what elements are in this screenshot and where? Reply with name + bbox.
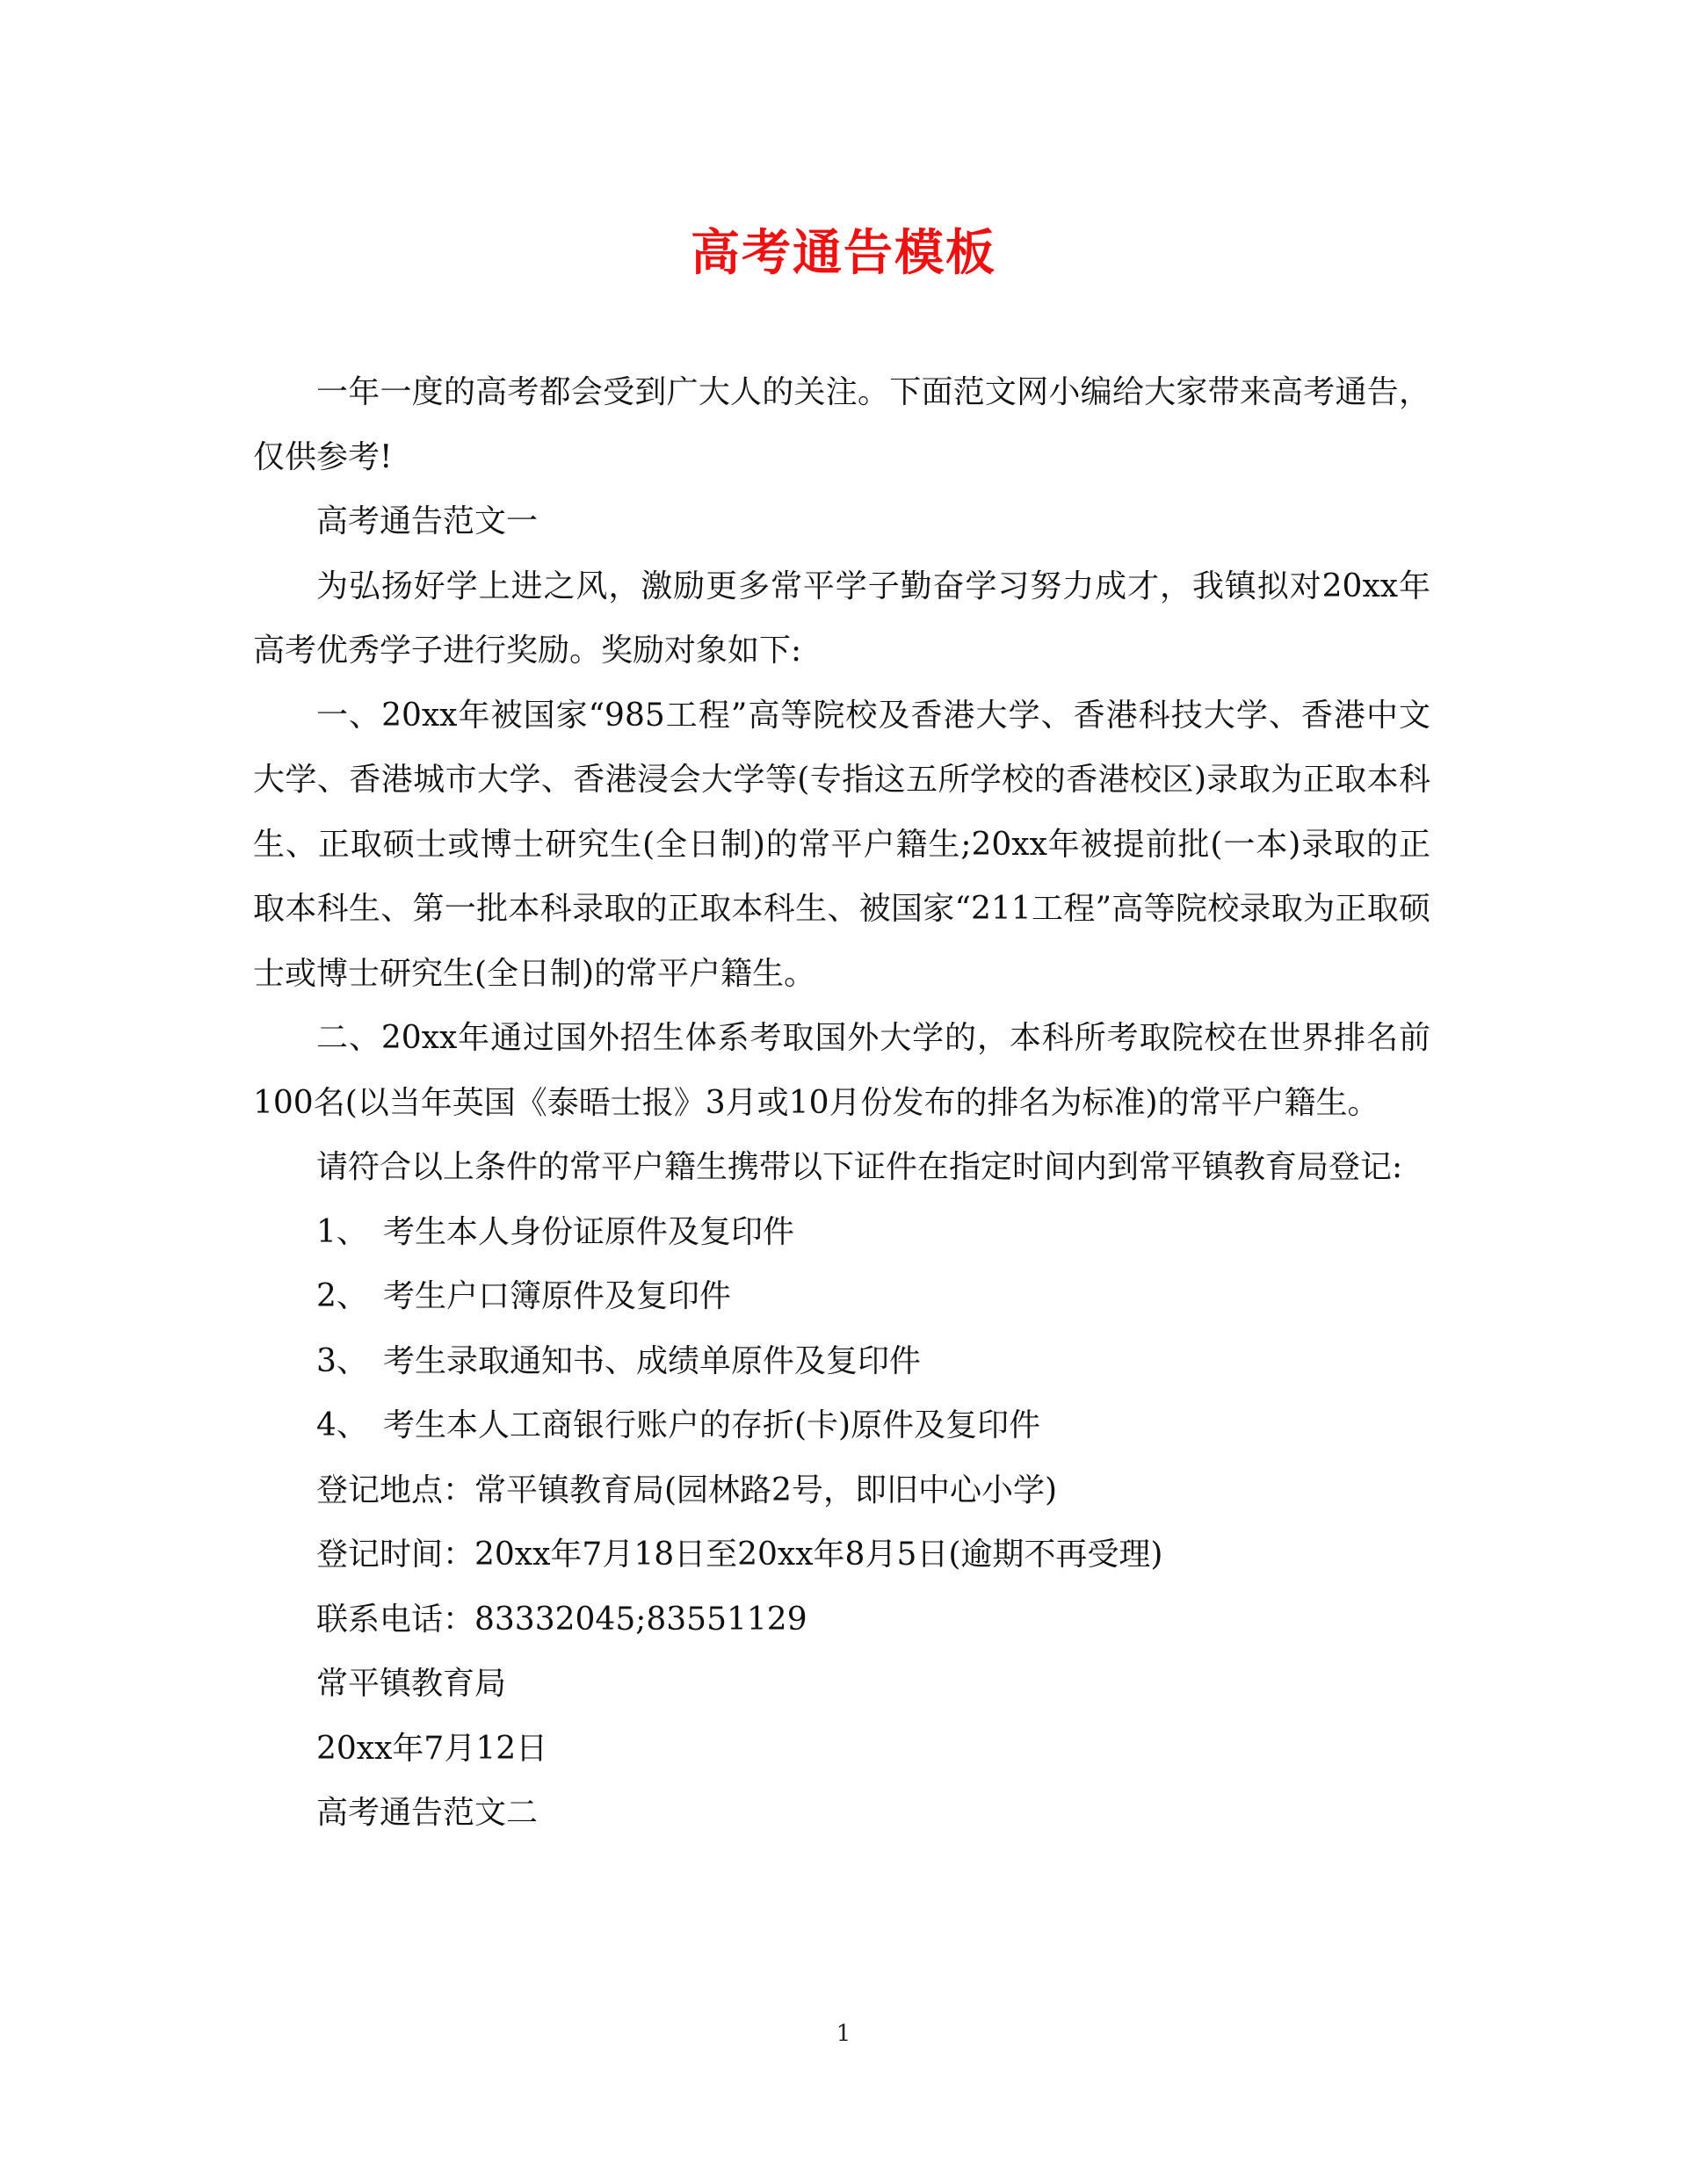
document-title: 高考通告模板 xyxy=(691,224,996,282)
contact-phone: 联系电话：83332045;83551129 xyxy=(316,1601,807,1638)
purpose-paragraph: 为弘扬好学上进之风，激励更多常平学子勤奋学习努力成才，我镇拟对20xx年高考优秀学子进行奖励。奖励对象如下: xyxy=(253,568,1430,669)
page-number: 1 xyxy=(836,2021,851,2047)
registration-location: 登记地点：常平镇教育局(园林路2号，即旧中心小学) xyxy=(316,1472,1057,1508)
list-item-number: 2、 xyxy=(316,1278,368,1314)
list-item xyxy=(253,1329,1430,1394)
issuer-name: 常平镇教育局 xyxy=(316,1666,507,1702)
list-item-number: 1、 xyxy=(316,1213,368,1250)
list-item-number: 4、 xyxy=(316,1407,368,1443)
criteria-one-paragraph: 一、20xx年被国家“985工程”高等院校及香港大学、香港科技大学、香港中文大学、香港城市大学、香港浸会大学等(专指这五所学校的香港校区)录取为正取本科生、正取硕士或博士研究生(全日制)的常平户籍生;20xx年被提前批(一本)录取的正取本科生、第一批本科录取的正取本科生、被国家“211工程”高等院校录取为正取硕士或博士研究生(全日制)的常平户籍生。 xyxy=(253,697,1430,992)
section-heading-two: 高考通告范文二 xyxy=(316,1795,539,1831)
document-body xyxy=(253,360,1430,1846)
list-item-text: 考生录取通知书、成绩单原件及复印件 xyxy=(383,1342,922,1379)
list-item-text: 考生户口簿原件及复印件 xyxy=(383,1278,732,1314)
list-item-text: 考生本人身份证原件及复印件 xyxy=(383,1213,795,1250)
registration-time: 登记时间：20xx年7月18日至20xx年8月5日(逾期不再受理) xyxy=(316,1537,1163,1573)
registration-paragraph: 请符合以上条件的常平户籍生携带以下证件在指定时间内到常平镇教育局登记: xyxy=(316,1149,1403,1185)
issue-date: 20xx年7月12日 xyxy=(316,1730,548,1767)
list-item-number: 3、 xyxy=(316,1342,368,1379)
intro-paragraph: 一年一度的高考都会受到广大人的关注。下面范文网小编给大家带来高考通告，仅供参考! xyxy=(253,374,1430,475)
criteria-two-paragraph: 二、20xx年通过国外招生体系考取国外大学的，本科所考取院校在世界排名前100名(以当年英国《泰晤士报》3月或10月份发布的排名为标准)的常平户籍生。 xyxy=(253,1020,1430,1121)
list-item xyxy=(253,1393,1430,1458)
list-item xyxy=(253,1200,1430,1265)
section-heading-one: 高考通告范文一 xyxy=(316,503,539,539)
list-item xyxy=(253,1264,1430,1329)
list-item-text: 考生本人工商银行账户的存折(卡)原件及复印件 xyxy=(383,1407,1041,1443)
